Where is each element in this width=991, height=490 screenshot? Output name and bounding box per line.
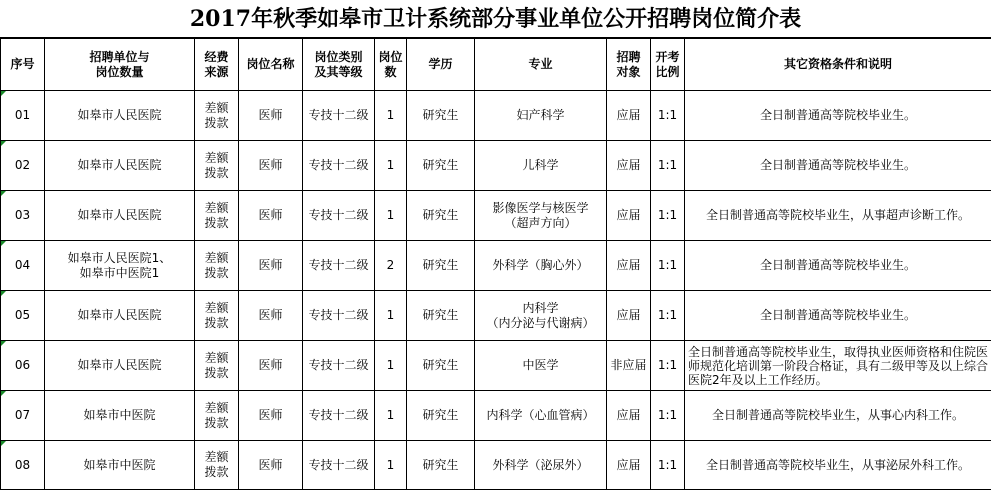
cell-count[interactable]: 1	[375, 291, 407, 341]
cell-unit[interactable]: 如皋市人民医院	[45, 191, 195, 241]
cell-post[interactable]: 医师	[239, 241, 303, 291]
header-other: 其它资格条件和说明	[685, 39, 991, 91]
cell-major[interactable]: 内科学（心血管病）	[475, 391, 607, 441]
cell-funding[interactable]: 差额 拨款	[195, 441, 239, 490]
cell-post[interactable]: 医师	[239, 91, 303, 141]
cell-marker-icon	[1, 441, 6, 446]
cell-category[interactable]: 专技十二级	[303, 441, 375, 490]
table-row	[1, 141, 991, 191]
cell-other[interactable]: 全日制普通高等院校毕业生。	[685, 241, 991, 291]
cell-post[interactable]: 医师	[239, 441, 303, 490]
table-row	[1, 441, 991, 490]
header-count: 岗位 数	[375, 39, 407, 91]
table-row	[1, 391, 991, 441]
table-body	[1, 91, 991, 490]
cell-education[interactable]: 研究生	[407, 291, 475, 341]
cell-category[interactable]: 专技十二级	[303, 91, 375, 141]
cell-ratio[interactable]: 1:1	[651, 241, 685, 291]
cell-unit[interactable]: 如皋市中医院	[45, 441, 195, 490]
cell-major[interactable]: 外科学（泌尿外）	[475, 441, 607, 490]
cell-target[interactable]: 非应届	[607, 341, 651, 391]
cell-education[interactable]: 研究生	[407, 441, 475, 490]
table-row	[1, 341, 991, 391]
cell-seq[interactable]: 04	[1, 241, 45, 291]
cell-major[interactable]: 中医学	[475, 341, 607, 391]
cell-education[interactable]: 研究生	[407, 191, 475, 241]
header-category: 岗位类别 及其等级	[303, 39, 375, 91]
cell-ratio[interactable]: 1:1	[651, 191, 685, 241]
header-ratio: 开考 比例	[651, 39, 685, 91]
cell-major[interactable]: 妇产科学	[475, 91, 607, 141]
header-unit: 招聘单位与 岗位数量	[45, 39, 195, 91]
header-row	[1, 39, 991, 91]
header-major: 专业	[475, 39, 607, 91]
cell-funding[interactable]: 差额 拨款	[195, 391, 239, 441]
cell-post[interactable]: 医师	[239, 291, 303, 341]
cell-other[interactable]: 全日制普通高等院校毕业生，从事泌尿外科工作。	[685, 441, 991, 490]
table-row	[1, 191, 991, 241]
cell-ratio[interactable]: 1:1	[651, 141, 685, 191]
cell-seq[interactable]: 05	[1, 291, 45, 341]
cell-count[interactable]: 1	[375, 441, 407, 490]
cell-marker-icon	[1, 341, 6, 346]
recruitment-table	[0, 38, 991, 490]
cell-major[interactable]: 影像医学与核医学 （超声方向）	[475, 191, 607, 241]
cell-unit[interactable]: 如皋市人民医院	[45, 141, 195, 191]
table-row	[1, 291, 991, 341]
cell-target[interactable]: 应届	[607, 91, 651, 141]
cell-major[interactable]: 外科学（胸心外）	[475, 241, 607, 291]
cell-funding[interactable]: 差额 拨款	[195, 291, 239, 341]
cell-marker-icon	[1, 241, 6, 246]
cell-major[interactable]: 儿科学	[475, 141, 607, 191]
cell-category[interactable]: 专技十二级	[303, 191, 375, 241]
cell-education[interactable]: 研究生	[407, 391, 475, 441]
cell-funding[interactable]: 差额 拨款	[195, 191, 239, 241]
cell-category[interactable]: 专技十二级	[303, 291, 375, 341]
cell-marker-icon	[1, 191, 6, 196]
cell-funding[interactable]: 差额 拨款	[195, 91, 239, 141]
cell-target[interactable]: 应届	[607, 291, 651, 341]
cell-seq[interactable]: 06	[1, 341, 45, 391]
cell-ratio[interactable]: 1:1	[651, 391, 685, 441]
cell-ratio[interactable]: 1:1	[651, 341, 685, 391]
cell-category[interactable]: 专技十二级	[303, 391, 375, 441]
cell-category[interactable]: 专技十二级	[303, 141, 375, 191]
cell-post[interactable]: 医师	[239, 141, 303, 191]
cell-target[interactable]: 应届	[607, 391, 651, 441]
cell-ratio[interactable]: 1:1	[651, 441, 685, 490]
cell-seq[interactable]: 01	[1, 91, 45, 141]
cell-funding[interactable]: 差额 拨款	[195, 341, 239, 391]
cell-unit[interactable]: 如皋市中医院	[45, 391, 195, 441]
cell-count[interactable]: 1	[375, 141, 407, 191]
cell-seq[interactable]: 08	[1, 441, 45, 490]
cell-marker-icon	[1, 391, 6, 396]
header-post: 岗位名称	[239, 39, 303, 91]
cell-unit[interactable]: 如皋市人民医院	[45, 91, 195, 141]
header-education: 学历	[407, 39, 475, 91]
cell-funding[interactable]: 差额 拨款	[195, 241, 239, 291]
header-target: 招聘 对象	[607, 39, 651, 91]
header-funding: 经费 来源	[195, 39, 239, 91]
cell-unit[interactable]: 如皋市人民医院	[45, 341, 195, 391]
cell-other[interactable]: 全日制普通高等院校毕业生。	[685, 291, 991, 341]
cell-ratio[interactable]: 1:1	[651, 291, 685, 341]
cell-category[interactable]: 专技十二级	[303, 241, 375, 291]
cell-education[interactable]: 研究生	[407, 341, 475, 391]
cell-ratio[interactable]: 1:1	[651, 91, 685, 141]
cell-count[interactable]: 1	[375, 191, 407, 241]
cell-other[interactable]: 全日制普通高等院校毕业生。	[685, 141, 991, 191]
cell-count[interactable]: 1	[375, 91, 407, 141]
cell-target[interactable]: 应届	[607, 241, 651, 291]
cell-education[interactable]: 研究生	[407, 241, 475, 291]
cell-count[interactable]: 1	[375, 341, 407, 391]
cell-category[interactable]: 专技十二级	[303, 341, 375, 391]
cell-seq[interactable]: 07	[1, 391, 45, 441]
cell-other[interactable]: 全日制普通高等院校毕业生，取得执业医师资格和住院医师规范化培训第一阶段合格证，具有二级甲等及以上综合医院2年及以上工作经历。	[685, 341, 991, 391]
cell-seq[interactable]: 03	[1, 191, 45, 241]
cell-post[interactable]: 医师	[239, 191, 303, 241]
cell-unit[interactable]: 如皋市人民医院	[45, 291, 195, 341]
cell-target[interactable]: 应届	[607, 141, 651, 191]
cell-marker-icon	[1, 291, 6, 296]
cell-target[interactable]: 应届	[607, 191, 651, 241]
cell-education[interactable]: 研究生	[407, 91, 475, 141]
cell-other[interactable]: 全日制普通高等院校毕业生，从事超声诊断工作。	[685, 191, 991, 241]
table-row	[1, 91, 991, 141]
cell-major[interactable]: 内科学 （内分泌与代谢病）	[475, 291, 607, 341]
cell-unit[interactable]: 如皋市人民医院1、 如皋市中医院1	[45, 241, 195, 291]
cell-other[interactable]: 全日制普通高等院校毕业生，从事心内科工作。	[685, 391, 991, 441]
cell-target[interactable]: 应届	[607, 441, 651, 490]
cell-post[interactable]: 医师	[239, 391, 303, 441]
cell-seq[interactable]: 02	[1, 141, 45, 191]
cell-other[interactable]: 全日制普通高等院校毕业生。	[685, 91, 991, 141]
table-row	[1, 241, 991, 291]
cell-marker-icon	[1, 91, 6, 96]
cell-marker-icon	[1, 141, 6, 146]
table-title: 2017年秋季如皋市卫计系统部分事业单位公开招聘岗位简介表	[0, 0, 991, 38]
header-seq: 序号	[1, 39, 45, 91]
cell-funding[interactable]: 差额 拨款	[195, 141, 239, 191]
cell-education[interactable]: 研究生	[407, 141, 475, 191]
cell-count[interactable]: 1	[375, 391, 407, 441]
cell-post[interactable]: 医师	[239, 341, 303, 391]
cell-count[interactable]: 2	[375, 241, 407, 291]
